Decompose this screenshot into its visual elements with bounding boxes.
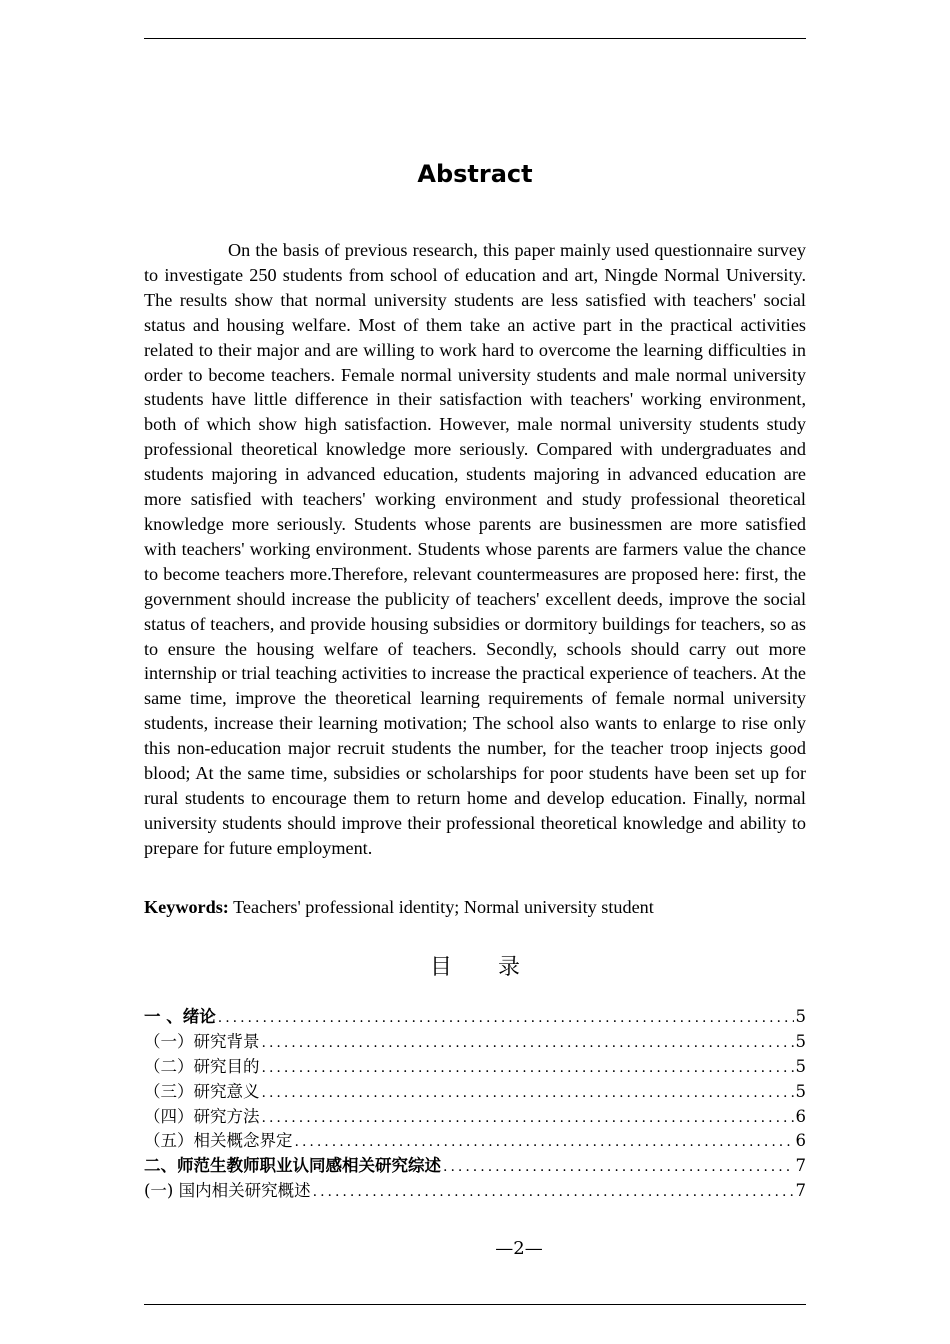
toc-leader-dots <box>218 1006 794 1031</box>
toc-entry-page: 5 <box>795 1031 806 1051</box>
toc-entry-page: 7 <box>795 1156 806 1176</box>
table-of-contents <box>144 1005 806 1204</box>
toc-entry-label: （三）研究意义 <box>144 1081 260 1101</box>
abstract-body: On the basis of previous research, this paper mainly used questionnaire survey to investigate 250 students from school of education and art, Ningde Normal University. The results show that normal university students are less satisfied with teachers' social status and housing welfare. Most of them take an active part in the practical activities related to their major and are willing to work hard to overcome the learning difficulties in order to become teachers. Female normal university students and male normal university students have little difference in their satisfaction with teachers' working environment, both of which show high satisfaction. However, male normal university students study professional theoretical knowledge more seriously. Compared with undergraduates and students majoring in advanced education, students majoring in advanced education are more satisfied with teachers' working environment and study professional theoretical knowledge more seriously. Students whose parents are businessmen are more satisfied with teachers' working environment. Students whose parents are farmers value the chance to become teachers more.Therefore, relevant countermeasures are proposed here: first, the government should increase the publicity of teachers' excellent deeds, improve the social status of teachers, and provide housing subsidies or dormitory buildings for teachers, so as to ensure the housing welfare of teachers. Secondly, schools should carry out more internship or trial teaching activities to increase the practical experience of teachers. At the same time, improve the theoretical learning requirements of female normal university students, increase their learning motivation; The school also wants to enlarge to rise only this non-education major recruit students the number, for the teacher troop injects good blood; At the same time, subsidies or scholarships for poor students have been set up for rural students to encourage them to return home and develop education. Finally, normal university students should improve their professional theoretical knowledge and ability to prepare for future employment. <box>144 240 806 858</box>
keywords-line <box>144 895 806 919</box>
toc-entry-label: 二、师范生教师职业认同感相关研究综述 <box>144 1156 441 1176</box>
toc-leader-dots <box>262 1056 794 1081</box>
toc-entry-label: （二）研究目的 <box>144 1056 260 1076</box>
toc-entry-page: 6 <box>795 1131 806 1151</box>
toc-entry-page: 5 <box>795 1007 806 1026</box>
toc-leader-dots <box>313 1180 794 1205</box>
toc-entry[interactable] <box>144 1105 806 1130</box>
toc-entry-page: 7 <box>795 1181 806 1201</box>
toc-leader-dots <box>262 1031 794 1056</box>
toc-entry[interactable] <box>144 1129 806 1154</box>
toc-entry-page: 5 <box>795 1056 806 1076</box>
footer-rule <box>144 1304 806 1305</box>
toc-title <box>144 953 806 983</box>
toc-entry-page: 5 <box>795 1081 806 1101</box>
page-number: —2— <box>495 1238 543 1259</box>
toc-entry-label: (一) 国内相关研究概述 <box>144 1181 311 1201</box>
toc-entry[interactable] <box>144 1055 806 1080</box>
toc-title-char-2: 录 <box>498 955 521 980</box>
toc-entry[interactable] <box>144 1005 806 1030</box>
toc-entry-page: 6 <box>795 1106 806 1126</box>
header-rule <box>144 38 806 39</box>
toc-title-char-1: 目 <box>429 955 452 980</box>
toc-entry-label: （五）相关概念界定 <box>144 1131 293 1151</box>
toc-entry[interactable] <box>144 1179 806 1204</box>
toc-entry-label: （四）研究方法 <box>144 1106 260 1126</box>
toc-entry-label: （一）研究背景 <box>144 1031 260 1051</box>
toc-leader-dots <box>295 1130 794 1155</box>
toc-entry[interactable] <box>144 1030 806 1055</box>
keywords-text: Teachers' professional identity; Normal university student <box>228 897 654 917</box>
toc-entry-label: 一 、绪论 <box>144 1007 216 1026</box>
toc-leader-dots <box>443 1155 794 1180</box>
keywords-label: Keywords: <box>144 897 229 917</box>
toc-leader-dots <box>262 1106 794 1131</box>
toc-leader-dots <box>262 1081 794 1106</box>
toc-entry[interactable] <box>144 1080 806 1105</box>
toc-entry[interactable] <box>144 1154 806 1179</box>
abstract-title: Abstract <box>417 160 533 188</box>
